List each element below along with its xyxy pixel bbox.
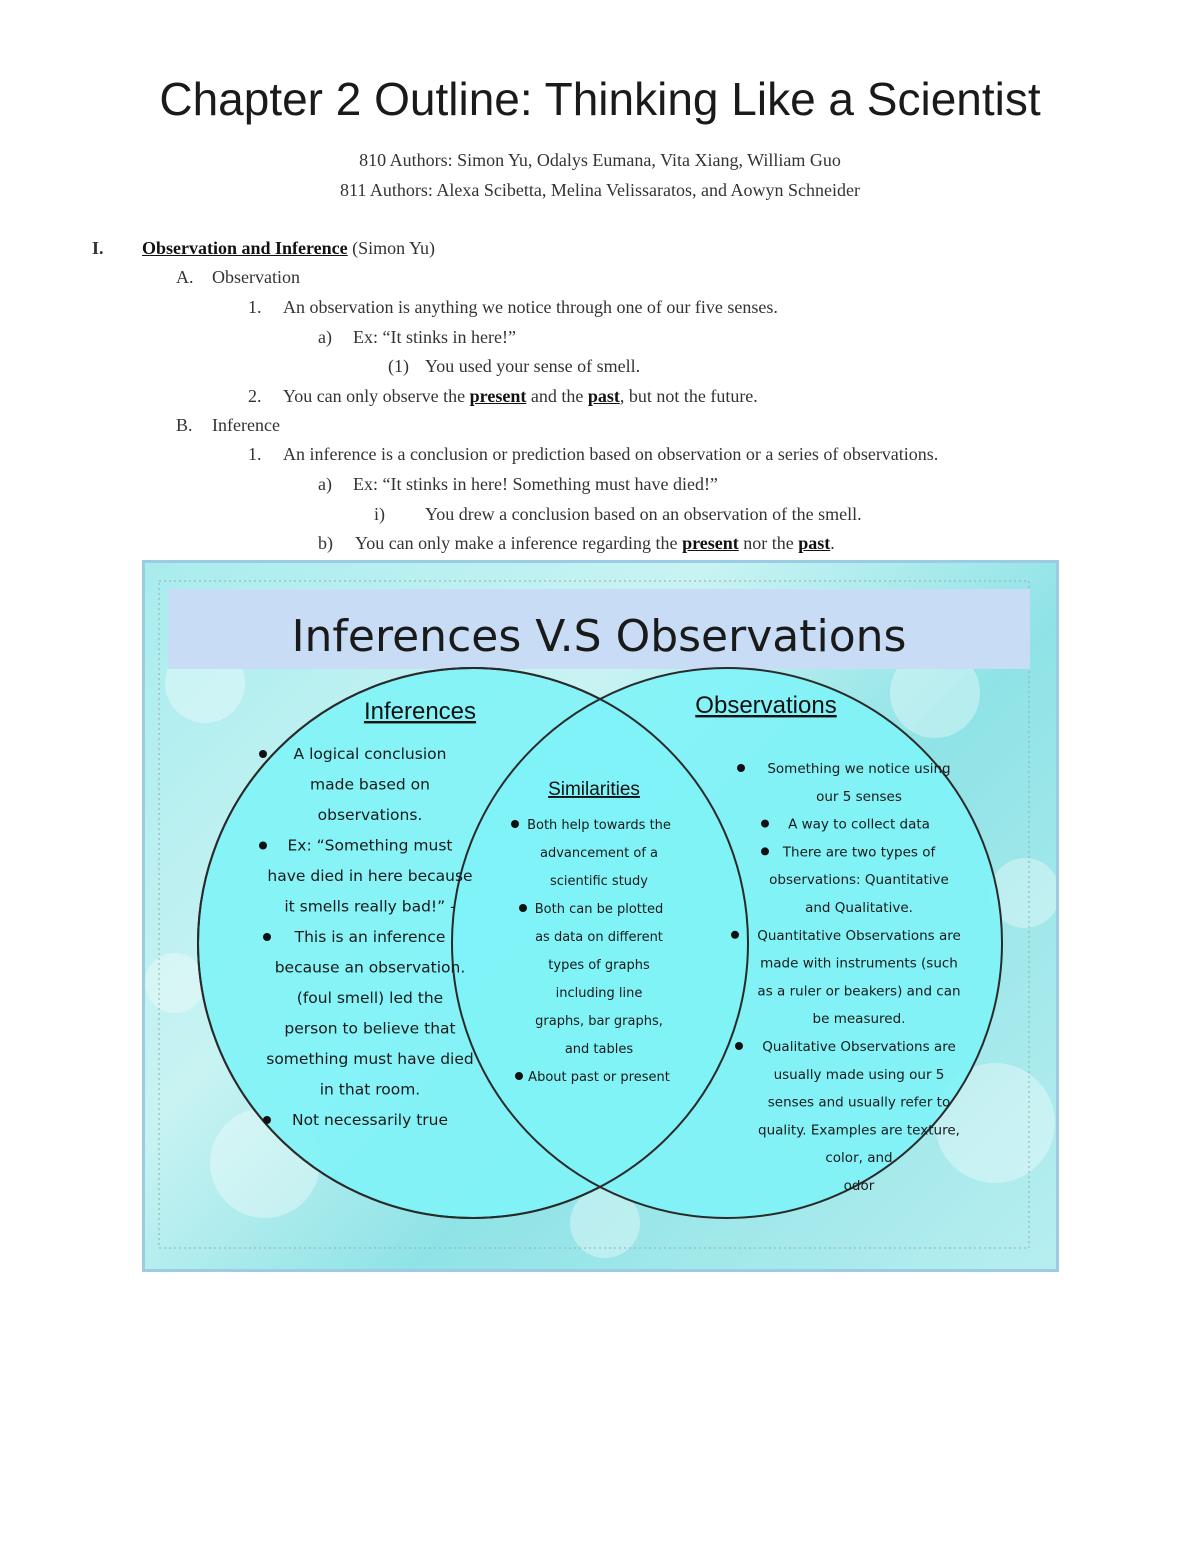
b1b-pre: You can only make a inference regarding the (355, 533, 683, 553)
item-b1ai-text: You drew a conclusion based on an observation of the smell. (425, 504, 862, 524)
similarity-item-line: including line (555, 986, 643, 1001)
authors-811: 811 Authors: Alexa Scibetta, Melina Velissaratos, and Aowyn Schneider (340, 180, 860, 200)
section-i-heading (142, 238, 435, 259)
bullet-icon (731, 931, 739, 939)
item-a2-marker: 2. (248, 386, 262, 406)
inference-item-line: in that room. (319, 1080, 421, 1099)
banner-title: Inferences V.S Observations (291, 611, 907, 662)
inference-item-line: (foul smell) led the (296, 989, 444, 1007)
similarity-item-line: Both help towards the (527, 818, 671, 833)
section-marker: I. (92, 238, 104, 258)
observation-item-line: and Qualitative. (805, 900, 913, 916)
a2-past: past (587, 386, 620, 406)
b1b-mid: nor the (738, 533, 799, 553)
item-a1a1-text: You used your sense of smell. (425, 356, 641, 376)
bullet-icon (515, 1072, 523, 1080)
similarity-item-line: as data on different (535, 930, 663, 945)
item-b1ai-marker: i) (374, 504, 385, 524)
item-a-title: Observation (212, 267, 300, 287)
observation-item-line: usually made using our 5 (773, 1066, 945, 1083)
observation-item-line: made with instruments (such (760, 955, 958, 972)
inference-item-line: because an observation. (274, 958, 466, 977)
item-a1a-text: Ex: “It stinks in here!” (353, 327, 516, 347)
bullet-icon (263, 933, 271, 941)
inference-item-line: person to believe that (284, 1019, 456, 1038)
item-b-marker: B. (176, 415, 193, 435)
b1b-past: past (798, 533, 831, 553)
observation-item-line: our 5 senses (816, 788, 902, 805)
observation-item-line: odor (843, 1178, 875, 1194)
item-a1a1-marker: (1) (388, 356, 409, 376)
item-b1b-text (355, 533, 835, 554)
venn-diagram (145, 563, 1056, 1269)
b1b-post: . (830, 533, 835, 553)
observation-item-line: be measured. (812, 1011, 906, 1028)
section-i (92, 238, 104, 259)
a2-pre: You can only observe the (283, 386, 470, 406)
observation-item-line: color, and (825, 1150, 893, 1167)
venn-figure (142, 560, 1059, 1272)
similarity-item-line: advancement of a (539, 846, 659, 861)
item-b1a-text: Ex: “It stinks in here! Something must have died!” (353, 474, 718, 494)
observation-item-line: as a ruler or beakers) and can (757, 983, 961, 1000)
inference-item-line: Ex: “Something must (287, 836, 453, 855)
similarities-heading: Similarities (548, 779, 640, 800)
bullet-icon (259, 750, 267, 758)
inference-item-line: something must have died (266, 1050, 474, 1068)
similarity-item-line: graphs, bar graphs, (535, 1014, 663, 1029)
similarity-item-line: types of graphs (548, 958, 650, 973)
item-a2-text (283, 386, 758, 407)
bullet-icon (519, 904, 527, 912)
b1b-present: present (682, 533, 739, 553)
inference-item-line: This is an inference (294, 928, 446, 946)
item-b1a-marker: a) (318, 474, 332, 494)
inference-item-line: Not necessarily true (291, 1111, 449, 1129)
similarity-item-line: About past or present (528, 1070, 670, 1085)
inference-item-line: A logical conclusion (293, 745, 447, 763)
item-b1-text: An inference is a conclusion or prediction based on observation or a series of observations. (283, 444, 939, 464)
similarity-item-line: and tables (564, 1042, 634, 1057)
observation-item-line: quality. Examples are texture, (758, 1122, 960, 1139)
observation-item-line: A way to collect data (788, 816, 930, 833)
item-a1-text: An observation is anything we notice through one of our five senses. (283, 297, 778, 317)
item-b1-marker: 1. (248, 444, 262, 464)
observation-item-line: There are two types of (782, 844, 936, 861)
item-b1b-marker: b) (318, 533, 333, 553)
observation-item-line: Qualitative Observations are (762, 1039, 956, 1055)
bullet-icon (263, 1116, 271, 1124)
inferences-heading: Inferences (363, 698, 477, 725)
page-title: Chapter 2 Outline: Thinking Like a Scientist (159, 73, 1041, 125)
observations-heading: Observations (695, 692, 837, 719)
item-b-title: Inference (212, 415, 280, 435)
bullet-icon (735, 1042, 743, 1050)
a2-mid: and the (526, 386, 588, 406)
authors-810: 810 Authors: Simon Yu, Odalys Eumana, Vita Xiang, William Guo (359, 150, 841, 170)
bullet-icon (511, 820, 519, 828)
inference-item-line: have died in here because (267, 867, 473, 885)
bullet-icon (259, 842, 267, 850)
similarity-item-line: scientific study (549, 874, 649, 889)
bullet-icon (761, 820, 769, 828)
item-a1a-marker: a) (318, 327, 332, 347)
section-author: (Simon Yu) (347, 238, 436, 258)
observation-item-line: Something we notice using (767, 761, 951, 777)
a2-present: present (469, 386, 527, 406)
item-a-marker: A. (176, 267, 194, 287)
bullet-icon (761, 847, 769, 855)
observation-item-line: observations: Quantitative (769, 872, 949, 889)
bullet-icon (737, 764, 745, 772)
inference-item-line: it smells really bad!” - (284, 897, 456, 916)
a2-post: , but not the future. (619, 386, 758, 406)
section-title: Observation and Inference (142, 238, 348, 258)
inference-item-line: observations. (317, 806, 423, 824)
observation-item-line: Quantitative Observations are (757, 927, 961, 944)
inference-item-line: made based on (310, 775, 430, 794)
similarity-item-line: Both can be plotted (534, 902, 664, 917)
item-a1-marker: 1. (248, 297, 262, 317)
observation-item-line: senses and usually refer to (767, 1094, 951, 1111)
